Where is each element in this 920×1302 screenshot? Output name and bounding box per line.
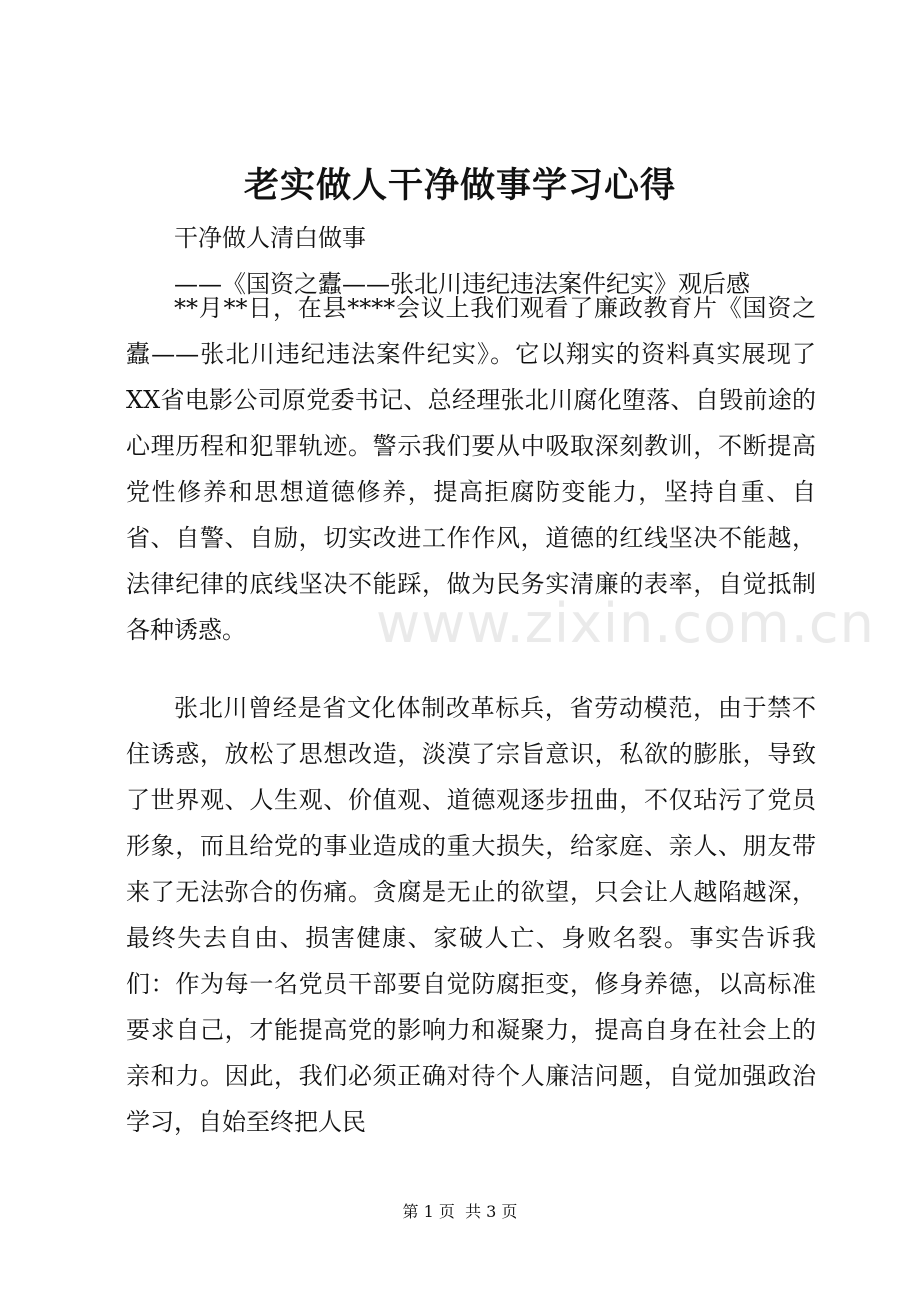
page-number-footer: 第 1 页 共 3 页 — [402, 1202, 518, 1221]
body-paragraph: 张北川曾经是省文化体制改革标兵，省劳动模范，由于禁不住诱惑，放松了思想改造，淡漠了宗旨意识，私欲的膨胀，导致了世界观、人生观、价值观、道德观逐步扭曲，不仅玷污了党员形象，而且给党的事业造成的重大损失，给家庭、亲人、朋友带来了无法弥合的伤痛。贪腐是无止的欲望，只会让人越陷越深，最终失去自由、损害健康、家破人亡、身败名裂。事实告诉我们：作为每一名党员干部要自觉防腐拒变，修身养德，以高标准要求自己，才能提高党的影响力和凝聚力，提高自身在社会上的亲和力。因此，我们必须正确对待个人廉洁问题，自觉加强政治学习，自始至终把人民 — [126, 694, 816, 1136]
document-subtitle-sub: ——《国资之蠹——张北川违纪违法案件纪实》观后感 — [174, 270, 750, 298]
document-title: 老实做人干净做事学习心得 — [243, 165, 676, 206]
document-subtitle: 干净做人清白做事 — [174, 224, 366, 252]
body-paragraph: **月**日，在县****会议上我们观看了廉政教育片《国资之蠹——张北川违纪违法案件纪实》。它以翔实的资料真实展现了XX省电影公司原党委书记、总经理张北川腐化堕落、自毁前途的心理历程和犯罪轨迹。警示我们要从中吸取深刻教训，不断提高党性修养和思想道德修养，提高拒腐防变能力，坚持自重、自省、自警、自励，切实改进工作作风，道德的红线坚决不能越，法律纪律的底线坚决不能踩，做为民务实清廉的表率，自觉抵制各种诱惑。 — [126, 294, 816, 644]
watermark: www.zixin.com.cn — [376, 592, 875, 655]
